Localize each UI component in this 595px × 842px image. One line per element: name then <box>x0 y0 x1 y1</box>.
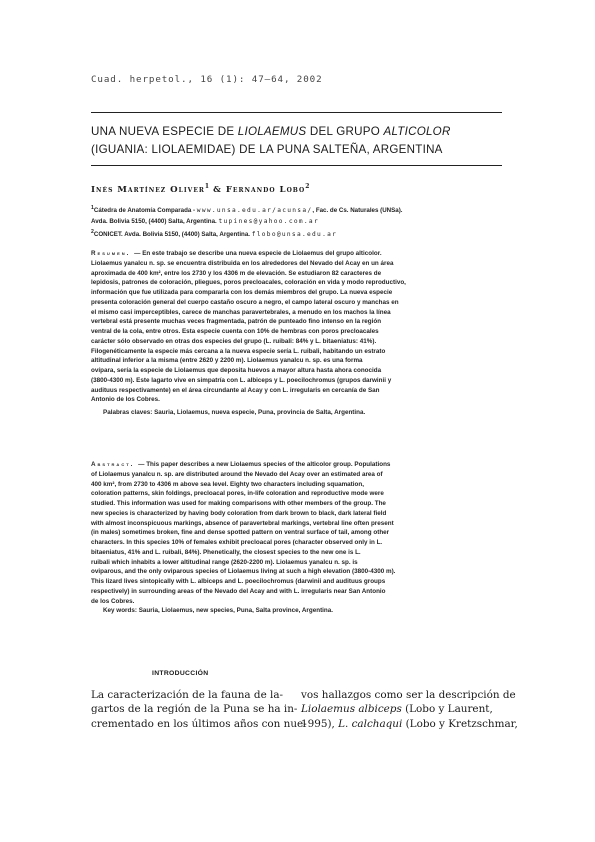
title-bottom-rule <box>91 165 502 166</box>
affiliation-line-1: $^1$Cátedra de Anatomía Comparada - www.unsa.edu.ar/acunsa/, Fac. de Cs. Naturales (UNSa). <box>91 205 403 215</box>
resumen-line-text: aproximada de 400 km², entre los 2730 y los 4306 m de elevación. Se estudiaron 82 caracteres de <box>91 269 382 277</box>
abstract-line <box>91 538 504 548</box>
resumen-line-text: información que fue utilizada para compararla con los demás miembros del grupo. La nueva especie <box>91 289 393 296</box>
introduction-heading: INTRODUCCIÓN <box>152 670 209 677</box>
abstract-line <box>91 519 504 529</box>
resumen-lead: Resumen. <box>91 250 135 257</box>
abstract-line <box>91 587 504 597</box>
resumen-line-text: altitudinal inferior a la misma (entre 2620 y 2200 m). Liolaemus yanalcu n. sp. es una forma <box>91 357 363 365</box>
abstract-line-text: 400 km², from 2730 to 4306 m above sea level. Eighty two characters including squamation, <box>91 480 364 488</box>
author-2: Fernando Lobo <box>225 184 306 195</box>
intro-col1-line: gartos de la región de la Puna se ha in- <box>91 703 298 716</box>
resumen-line <box>91 317 504 327</box>
abstract-line <box>91 480 504 490</box>
resumen-keywords: Palabras claves: Sauria, Liolaemus, nueva especie, Puna, provincia de Salta, Argentina. <box>103 409 366 416</box>
author-list: Inés Martínez Oliver$^1$ & Fernando Lobo$^2$ <box>91 183 310 195</box>
resumen-line <box>91 395 504 405</box>
abstract-line-text: de los Cobres. <box>91 597 135 605</box>
abstract-line <box>91 460 504 470</box>
abstract-line <box>91 528 504 538</box>
resumen-line-text: ventral de la cola, entre otros. Esta especie cuenta con 10% de hembras con poros precloacales <box>91 328 379 335</box>
abstract-line-text: respectively) in surrounding areas of the Nevado del Acay and with L. irregularis near San Antonio <box>91 587 386 595</box>
resumen-line <box>91 288 504 298</box>
abstract-line-text: oviparous, and the only oviparous species of Liolaemus living at such a high elevation (3800-4300 m). <box>91 568 396 576</box>
resumen-line <box>91 308 504 318</box>
resumen-line <box>91 249 504 259</box>
resumen-line-text: Antonio de los Cobres. <box>91 396 160 404</box>
abstract-line <box>91 548 504 558</box>
journal-reference: Cuad. herpetol., 16 (1): 47–64, 2002 <box>91 74 323 85</box>
abstract-line <box>91 558 504 568</box>
resumen-line-text: ovípara, sería la especie de Liolaemus que deposita huevos a mayor altura hasta ahora conocida <box>91 367 382 374</box>
title-line-1: UNA NUEVA ESPECIE DE LIOLAEMUS DEL GRUPO ALTICOLOR <box>91 125 451 138</box>
resumen-block <box>91 249 504 405</box>
resumen-line-text: Filogenéticamente la especie más cercana a la nueva especie sería L. ruibali, habitando un estrato <box>91 347 386 355</box>
abstract-block <box>91 460 504 606</box>
abstract-line <box>91 509 504 519</box>
abstract-line-text: bitaeniatus, 41% and L. ruibali, 84%). Phenetically, the closest species to the new one is L. <box>91 548 361 556</box>
intro-col2-line: vos hallazgos como ser la descripción de <box>301 689 516 701</box>
resumen-line <box>91 337 504 347</box>
resumen-line-text: el mismo casi imperceptibles, carece de manchas paravertebrales, a menudo en los machos la línea <box>91 308 391 316</box>
abstract-line-text: of Liolaemus yanalcu n. sp. are distributed around the Nevado del Acay over an estimated area of <box>91 470 383 478</box>
resumen-line <box>91 298 504 308</box>
abstract-keywords: Key words: Sauria, Liolaemus, new species, Puna, Salta province, Argentina. <box>103 607 334 614</box>
resumen-line <box>91 327 504 337</box>
abstract-line <box>91 577 504 587</box>
affiliations <box>91 203 504 241</box>
abstract-line <box>91 489 504 499</box>
intro-column-1 <box>91 688 307 731</box>
abstract-line-text: — This paper describes a new Liolaemus species of the alticolor group. Populations <box>138 461 391 468</box>
intro-col2-line: Liolaemus albiceps (Lobo y Laurent, <box>301 703 493 716</box>
author-1: Inés Martínez Oliver <box>91 184 205 195</box>
resumen-line-text: lepidosis, patrones de coloración, pliegues, poros precloacales, coloración en vida y modo reproductivo, <box>91 279 406 287</box>
paper-title <box>91 123 511 159</box>
resumen-line <box>91 386 504 396</box>
abstract-line <box>91 499 504 509</box>
abstract-line-text: with almost inconspicuous markings, absence of paravertebral markings, vertebral line often present <box>91 519 394 527</box>
resumen-line <box>91 259 504 269</box>
resumen-line-text: presenta coloración general del cuerpo castaño oscuro a negro, el campo lateral oscuro y manchas en <box>91 298 399 306</box>
intro-column-2 <box>301 688 518 731</box>
affiliation-line-2: Avda. Bolivia 5150, (4400) Salta, Argentina. tupines@yahoo.com.ar <box>91 217 319 225</box>
title-top-rule <box>91 112 502 113</box>
resumen-line-text: vertebral está presente muchas veces fragmentada, patrón de punteado fino intenso en la región <box>91 318 382 326</box>
affiliation-url[interactable]: www.unsa.edu.ar/acunsa/ <box>196 207 313 215</box>
resumen-line <box>91 347 504 357</box>
abstract-line-text: new species is characterized by having body coloration from dark brown to black, dark lateral field <box>91 509 387 517</box>
abstract-line-text: coloration patterns, skin foldings, precloacal pores, in-life coloration and reproductive mode were <box>91 490 384 498</box>
resumen-line-text: — En este trabajo se describe una nueva especie de Liolaemus del grupo alticolor. <box>134 250 382 257</box>
resumen-line-text: carácter sólo observado en otras dos especies del grupo (L. ruibali: 84% y L. bitaeniatus: 41%). <box>91 337 377 345</box>
abstract-line-text: studied. This information was used for making comparisons with other members of the group. The <box>91 500 386 507</box>
title-line-2: (IGUANIA: LIOLAEMIDAE) DE LA PUNA SALTEÑA, ARGENTINA <box>91 143 443 156</box>
resumen-line <box>91 366 504 376</box>
abstract-line <box>91 597 504 607</box>
affiliation-line-3: $^2$CONICET. Avda. Bolivia 5150, (4400) Salta, Argentina. flobo@unsa.edu.ar <box>91 229 338 239</box>
intro-col1-line: crementado en los últimos años con nue- <box>91 717 307 730</box>
intro-col1-line: La caracterización de la fauna de la- <box>91 689 284 701</box>
intro-col2-line: 1995), L. calchaqui (Lobo y Kretzschmar, <box>301 717 518 730</box>
abstract-line-text: ruibali which inhabits a lower altitudinal range (2620-2200 m). Liolaemus yanalcu n. sp. is <box>91 558 358 566</box>
resumen-line <box>91 269 504 279</box>
abstract-line-text: This lizard lives sintopically with L. albiceps and L. poecilochromus (darwinii and audituus groups <box>91 578 386 585</box>
author1-email[interactable]: tupines@yahoo.com.ar <box>218 217 319 225</box>
resumen-line-text: Liolaemus yanalcu n. sp. se encuentra distribuida en los alrededores del Nevado del Acay en un área <box>91 259 394 267</box>
resumen-line-text: audituus respectivamente) en el área circundante al Acay y con L. irregularis en cercanía de San <box>91 386 380 394</box>
abstract-line-text: characters. In this species 10% of females exhibit precloacal pores (character observed only in L. <box>91 539 383 546</box>
resumen-line-text: (3800-4300 m). Este lagarto vive en simpatría con L. albiceps y L. poecilochromus (grupos darwinii y <box>91 376 392 384</box>
resumen-line <box>91 376 504 386</box>
abstract-line <box>91 470 504 480</box>
abstract-line-text: (in males) sometimes broken, fine and dense spotted pattern on ventral surface of tail, among other <box>91 529 390 537</box>
resumen-line <box>91 278 504 288</box>
abstract-line <box>91 567 504 577</box>
abstract-lead: Abstract. <box>91 461 139 468</box>
author2-email[interactable]: flobo@unsa.edu.ar <box>251 231 338 239</box>
resumen-line <box>91 356 504 366</box>
